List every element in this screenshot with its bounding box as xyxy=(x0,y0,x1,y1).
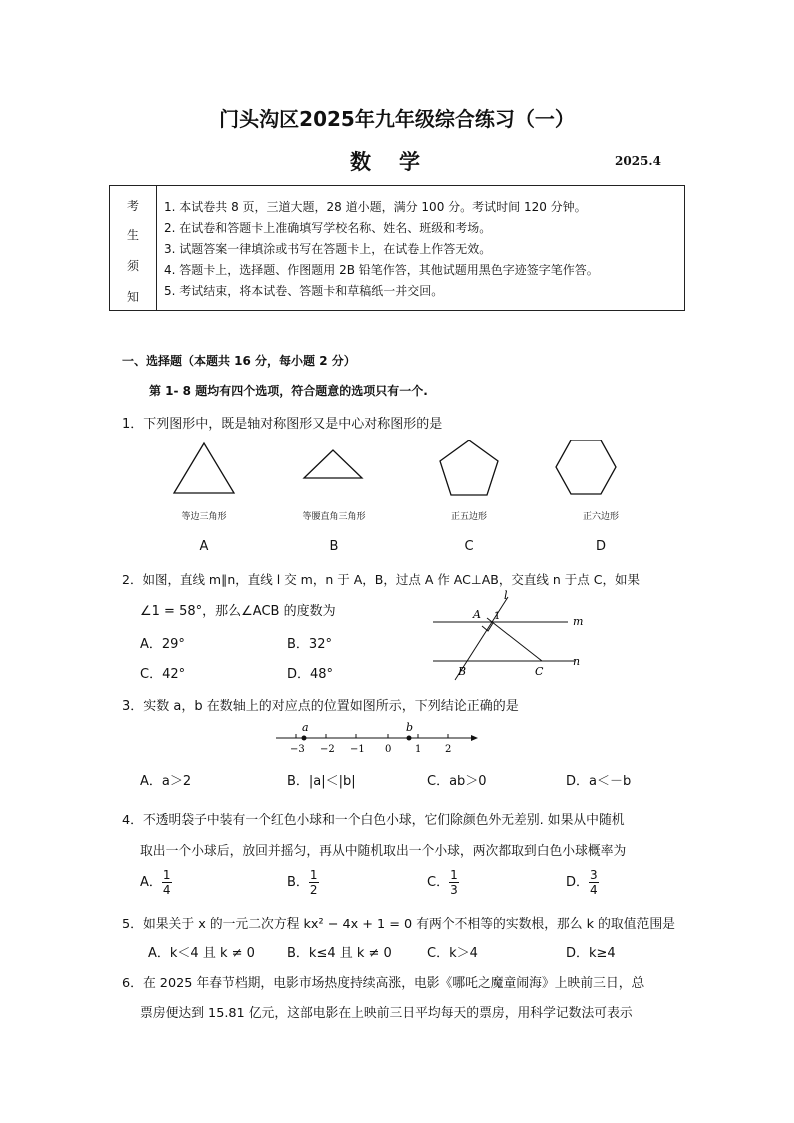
tick-label: 0 xyxy=(385,744,392,755)
point-b-dot xyxy=(407,736,412,741)
option-letter: D． xyxy=(566,875,590,890)
section-instruction: 第 1- 8 题均有四个选项，符合题意的选项只有一个. xyxy=(149,384,428,398)
fraction xyxy=(589,868,599,897)
segment-ac xyxy=(487,618,542,661)
question-3-option-c: C．ab＞0 xyxy=(427,774,487,789)
notice-item: 3. 试题答案一律填涂或书写在答题卡上，在试卷上作答无效。 xyxy=(164,242,492,256)
question-2-option-a: A．29° xyxy=(140,637,185,652)
tick-label: −2 xyxy=(320,744,335,755)
notice-item: 1. 本试卷共 8 页，三道大题，28 道小题，满分 100 分。考试时间 120 分钟。 xyxy=(164,200,587,214)
question-1-text: 1．下列图形中，既是轴对称图形又是中心对称图形的是 xyxy=(122,417,443,432)
question-4-option-a xyxy=(140,868,172,897)
fraction xyxy=(309,868,319,897)
point-a-dot xyxy=(302,736,307,741)
denominator: 3 xyxy=(450,883,458,897)
question-2-option-c: C．42° xyxy=(140,667,186,682)
isosceles-right-triangle-shape xyxy=(304,450,362,478)
denominator: 2 xyxy=(309,883,318,897)
question-2-option-d: D．48° xyxy=(287,667,334,682)
question-2-figure xyxy=(425,585,595,685)
option-letter: B． xyxy=(287,875,309,890)
tick-label: −3 xyxy=(290,744,305,755)
candidate-notice-box xyxy=(109,185,685,311)
question-4-line1: 4．不透明袋子中装有一个红色小球和一个白色小球，它们除颜色外无差别. 如果从中随机 xyxy=(122,813,625,828)
notice-item: 5. 考试结束，将本试卷、答题卡和草稿纸一并交回。 xyxy=(164,284,444,298)
notice-items xyxy=(164,197,599,302)
shape-caption-c: 正五边形 xyxy=(450,512,487,522)
question-5-option-a: A．k＜4 且 k ≠ 0 xyxy=(148,946,255,961)
notice-label-char: 生 xyxy=(126,228,139,242)
label-1: 1 xyxy=(494,611,501,622)
label-n: n xyxy=(573,655,581,668)
notice-item: 4. 答题卡上，选择题、作图题用 2B 铅笔作答，其他试题用黑色字迹签字笔作答。 xyxy=(164,263,599,277)
number-line-figure xyxy=(272,720,487,758)
shape-caption-d: 正六边形 xyxy=(582,512,619,522)
number-line-arrow-icon xyxy=(471,735,478,741)
question-4-option-b xyxy=(287,868,319,897)
tick-label: −1 xyxy=(350,744,365,755)
regular-hexagon-shape xyxy=(556,440,616,494)
regular-pentagon-shape xyxy=(440,440,498,495)
section-heading: 一、选择题（本题共 16 分，每小题 2 分） xyxy=(122,354,356,368)
notice-label-char: 须 xyxy=(126,259,139,273)
denominator: 4 xyxy=(162,883,171,897)
fraction xyxy=(449,868,459,897)
denominator: 4 xyxy=(590,883,598,897)
shape-label-a: A xyxy=(199,539,209,554)
question-4-option-d xyxy=(566,868,599,897)
exam-date: 2025.4 xyxy=(615,154,661,168)
label-b: B xyxy=(458,665,467,678)
shape-label-d: D xyxy=(595,539,606,554)
question-3-option-a: A．a＞2 xyxy=(140,774,192,789)
numerator: 1 xyxy=(309,868,318,882)
tick-label: 1 xyxy=(415,744,422,755)
question-3-option-d: D．a＜－b xyxy=(566,774,632,789)
question-2-line1: 2．如图，直线 m∥n，直线 l 交 m，n 于 A，B，过点 A 作 AC⊥AB，交直线 n 于点 C，如果 xyxy=(122,572,640,587)
exam-title: 门头沟区2025年九年级综合练习（一） xyxy=(219,107,575,131)
notice-label xyxy=(110,186,157,310)
numerator: 1 xyxy=(450,868,458,882)
question-6-line2: 票房便达到 15.81 亿元，这部电影在上映前三日平均每天的票房，用科学记数法可表示 xyxy=(140,1006,633,1021)
question-4-line2: 取出一个小球后，放回并摇匀，再从中随机取出一个小球，两次都取到白色小球概率为 xyxy=(140,844,627,859)
question-2-line2: ∠1 = 58°，那么∠ACB 的度数为 xyxy=(140,604,336,619)
numerator: 3 xyxy=(590,868,598,882)
question-3-text: 3．实数 a，b 在数轴上的对应点的位置如图所示，下列结论正确的是 xyxy=(122,699,519,714)
subject-title: 数学 xyxy=(350,150,448,174)
question-1-shapes xyxy=(170,440,650,500)
question-5-option-c: C．k＞4 xyxy=(427,946,478,961)
fraction xyxy=(162,868,172,897)
equilateral-triangle-shape xyxy=(174,443,234,493)
notice-label-char: 考 xyxy=(126,199,139,213)
shape-caption-a: 等边三角形 xyxy=(181,512,227,522)
label-l: l xyxy=(504,589,508,602)
question-6-line1: 6．在 2025 年春节档期，电影市场热度持续高涨，电影《哪吒之魔童闹海》上映前三日，总 xyxy=(122,976,645,991)
notice-item: 2. 在试卷和答题卡上准确填写学校名称、姓名、班级和考场。 xyxy=(164,221,492,235)
point-b-label: b xyxy=(406,721,414,734)
shape-label-c: C xyxy=(464,539,474,554)
question-5-option-b: B．k≤4 且 k ≠ 0 xyxy=(287,946,392,961)
label-c: C xyxy=(535,665,544,678)
question-3-option-b: B．|a|＜|b| xyxy=(287,774,356,789)
tick-label: 2 xyxy=(445,744,452,755)
notice-label-char: 知 xyxy=(126,290,139,304)
shape-caption-b: 等腰直角三角形 xyxy=(302,512,366,522)
label-m: m xyxy=(573,615,584,628)
option-letter: A． xyxy=(140,875,162,890)
question-5-text: 5．如果关于 x 的一元二次方程 kx² − 4x + 1 = 0 有两个不相等的实数根，那么 k 的取值范围是 xyxy=(122,917,675,932)
question-4-option-c xyxy=(427,868,459,897)
numerator: 1 xyxy=(162,868,171,882)
label-a: A xyxy=(473,608,481,621)
shape-label-b: B xyxy=(329,539,339,554)
point-a-label: a xyxy=(302,721,309,734)
question-2-option-b: B．32° xyxy=(287,637,332,652)
question-5-option-d: D．k≥4 xyxy=(566,946,616,961)
option-letter: C． xyxy=(427,875,450,890)
